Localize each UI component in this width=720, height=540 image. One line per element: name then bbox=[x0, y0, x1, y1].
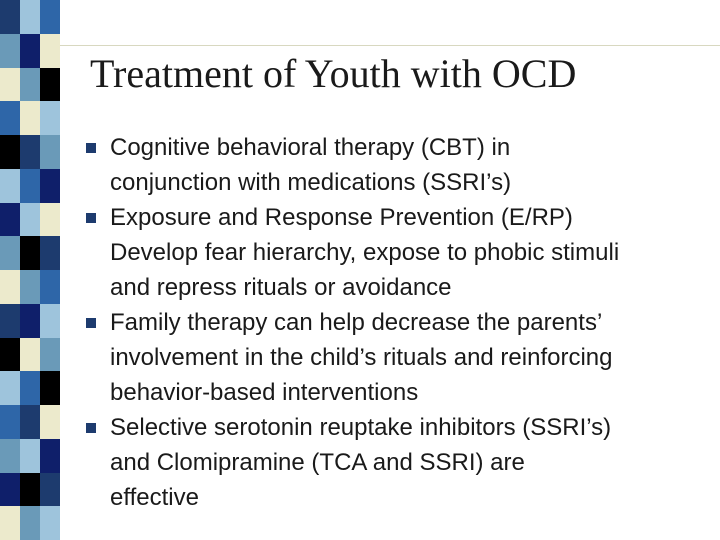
stripe-block bbox=[0, 371, 20, 405]
stripe-block bbox=[40, 304, 60, 338]
stripe-block bbox=[40, 270, 60, 304]
stripe-block bbox=[0, 304, 20, 338]
bullet-item bbox=[86, 130, 720, 200]
stripe-block bbox=[20, 338, 40, 372]
stripe-block bbox=[0, 0, 20, 34]
stripe-block bbox=[20, 34, 40, 68]
stripe-block bbox=[20, 371, 40, 405]
bullet-marker bbox=[86, 130, 110, 165]
stripe-block bbox=[40, 34, 60, 68]
stripe-block bbox=[40, 203, 60, 237]
square-bullet-icon bbox=[86, 318, 96, 328]
stripe-block bbox=[0, 439, 20, 473]
bullet-marker bbox=[86, 200, 110, 235]
stripe-block bbox=[40, 439, 60, 473]
stripe-block bbox=[0, 338, 20, 372]
stripe-column-right bbox=[40, 0, 60, 540]
bullet-marker bbox=[86, 305, 110, 340]
stripe-block bbox=[0, 101, 20, 135]
stripe-block bbox=[40, 135, 60, 169]
stripe-block bbox=[0, 405, 20, 439]
stripe-block bbox=[20, 439, 40, 473]
stripe-block bbox=[0, 135, 20, 169]
stripe-block bbox=[20, 236, 40, 270]
stripe-block bbox=[0, 203, 20, 237]
stripe-block bbox=[20, 473, 40, 507]
bullet-item bbox=[86, 305, 720, 410]
square-bullet-icon bbox=[86, 423, 96, 433]
stripe-column-left bbox=[0, 0, 20, 540]
stripe-block bbox=[0, 236, 20, 270]
stripe-block bbox=[20, 68, 40, 102]
stripe-block bbox=[40, 338, 60, 372]
bullet-text: Cognitive behavioral therapy (CBT) in conjunction with medications (SSRI’s) bbox=[110, 134, 512, 196]
stripe-block bbox=[0, 473, 20, 507]
stripe-block bbox=[20, 101, 40, 135]
stripe-block bbox=[40, 506, 60, 540]
stripe-block bbox=[20, 0, 40, 34]
bullet-item bbox=[86, 410, 720, 515]
slide-title: Treatment of Youth with OCD bbox=[90, 51, 577, 96]
stripe-block bbox=[0, 68, 20, 102]
title-divider bbox=[60, 45, 720, 46]
stripe-block bbox=[40, 68, 60, 102]
stripe-block bbox=[40, 0, 60, 34]
bullet-item bbox=[86, 200, 720, 305]
stripe-block bbox=[40, 405, 60, 439]
bullet-text: Selective serotonin reuptake inhibitors (SSRI’s) and Clomipramine (TCA and SSRI) are effective bbox=[110, 414, 612, 511]
stripe-block bbox=[20, 304, 40, 338]
stripe-block bbox=[40, 371, 60, 405]
stripe-block bbox=[0, 169, 20, 203]
decorative-stripe-bar bbox=[0, 0, 60, 540]
stripe-block bbox=[0, 34, 20, 68]
stripe-block bbox=[40, 473, 60, 507]
stripe-block bbox=[0, 506, 20, 540]
stripe-block bbox=[40, 101, 60, 135]
stripe-column-middle bbox=[20, 0, 40, 540]
stripe-block bbox=[20, 169, 40, 203]
square-bullet-icon bbox=[86, 143, 96, 153]
stripe-block bbox=[20, 506, 40, 540]
stripe-block bbox=[0, 270, 20, 304]
stripe-block bbox=[20, 270, 40, 304]
stripe-block bbox=[40, 236, 60, 270]
square-bullet-icon bbox=[86, 213, 96, 223]
bullet-text: Exposure and Response Prevention (E/RP) Develop fear hierarchy, expose to phobic stimuli and repress rituals or avoidance bbox=[110, 204, 620, 301]
bullet-list bbox=[86, 130, 720, 515]
stripe-block bbox=[20, 405, 40, 439]
bullet-text: Family therapy can help decrease the parents’ involvement in the child’s rituals and reinforcing behavior-based interventions bbox=[110, 309, 613, 406]
stripe-block bbox=[20, 135, 40, 169]
stripe-block bbox=[20, 203, 40, 237]
stripe-block bbox=[40, 169, 60, 203]
bullet-marker bbox=[86, 410, 110, 445]
